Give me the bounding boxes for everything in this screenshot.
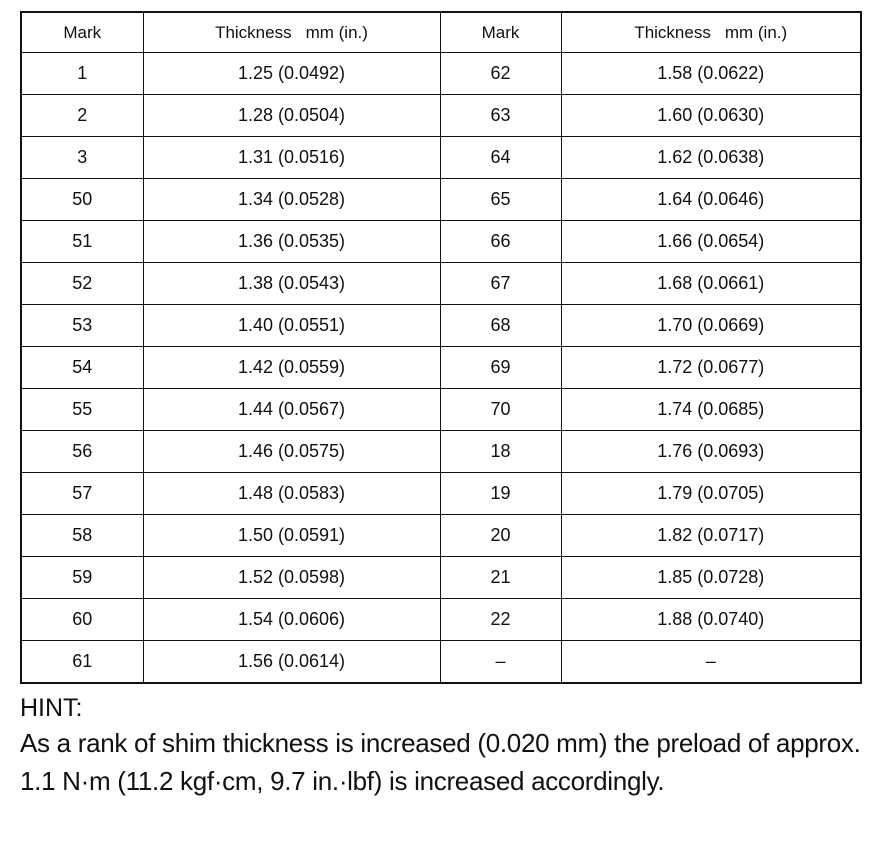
table-row [21, 221, 861, 263]
cell-mark-right: 65 [440, 179, 561, 221]
header-thickness-label: Thickness [215, 22, 292, 42]
header-mark-left: Mark [21, 12, 143, 53]
table-row [21, 641, 861, 684]
table-row [21, 389, 861, 431]
cell-thickness-left: 1.52 (0.0598) [143, 557, 440, 599]
cell-thickness-left: 1.25 (0.0492) [143, 53, 440, 95]
header-thickness-label: Thickness [634, 22, 711, 42]
table-body [21, 53, 861, 684]
header-mark-right: Mark [440, 12, 561, 53]
cell-mark-left: 59 [21, 557, 143, 599]
table-row [21, 515, 861, 557]
cell-mark-right: 22 [440, 599, 561, 641]
cell-thickness-left: 1.40 (0.0551) [143, 305, 440, 347]
cell-mark-right: 19 [440, 473, 561, 515]
cell-mark-right: 62 [440, 53, 561, 95]
cell-thickness-left: 1.36 (0.0535) [143, 221, 440, 263]
cell-mark-right: – [440, 641, 561, 684]
cell-thickness-left: 1.31 (0.0516) [143, 137, 440, 179]
hint-text: As a rank of shim thickness is increased (0.020 mm) the preload of approx. 1.1 N·m (11.2 kgf·cm, 9.7 in.·lbf) is increased accordingly. [20, 728, 861, 796]
cell-thickness-left: 1.34 (0.0528) [143, 179, 440, 221]
cell-thickness-right: 1.72 (0.0677) [561, 347, 861, 389]
cell-thickness-right: 1.82 (0.0717) [561, 515, 861, 557]
header-thickness-right [561, 12, 861, 53]
table-row [21, 179, 861, 221]
cell-thickness-right: 1.88 (0.0740) [561, 599, 861, 641]
shim-thickness-table-container [20, 11, 860, 684]
cell-mark-right: 63 [440, 95, 561, 137]
cell-mark-left: 54 [21, 347, 143, 389]
cell-mark-left: 51 [21, 221, 143, 263]
cell-mark-left: 61 [21, 641, 143, 684]
cell-thickness-left: 1.56 (0.0614) [143, 641, 440, 684]
cell-thickness-right: 1.64 (0.0646) [561, 179, 861, 221]
cell-mark-left: 60 [21, 599, 143, 641]
cell-thickness-right: 1.62 (0.0638) [561, 137, 861, 179]
table-row [21, 599, 861, 641]
cell-mark-left: 2 [21, 95, 143, 137]
table-row [21, 137, 861, 179]
header-thickness-unit: mm (in.) [724, 22, 788, 42]
cell-thickness-left: 1.44 (0.0567) [143, 389, 440, 431]
table-row [21, 53, 861, 95]
cell-mark-right: 21 [440, 557, 561, 599]
cell-thickness-right: 1.66 (0.0654) [561, 221, 861, 263]
cell-thickness-right: 1.79 (0.0705) [561, 473, 861, 515]
cell-thickness-left: 1.42 (0.0559) [143, 347, 440, 389]
cell-mark-right: 69 [440, 347, 561, 389]
cell-mark-right: 67 [440, 263, 561, 305]
cell-mark-right: 64 [440, 137, 561, 179]
cell-thickness-left: 1.50 (0.0591) [143, 515, 440, 557]
cell-mark-left: 3 [21, 137, 143, 179]
cell-mark-left: 57 [21, 473, 143, 515]
cell-mark-right: 70 [440, 389, 561, 431]
table-header-row [21, 12, 861, 53]
cell-mark-right: 66 [440, 221, 561, 263]
cell-mark-right: 18 [440, 431, 561, 473]
cell-mark-right: 20 [440, 515, 561, 557]
table-row [21, 431, 861, 473]
table-row [21, 305, 861, 347]
header-thickness-left [143, 12, 440, 53]
hint-block [20, 692, 880, 800]
cell-thickness-left: 1.28 (0.0504) [143, 95, 440, 137]
table-row [21, 557, 861, 599]
table-row [21, 473, 861, 515]
shim-thickness-table [20, 11, 862, 684]
cell-mark-left: 56 [21, 431, 143, 473]
cell-mark-left: 53 [21, 305, 143, 347]
cell-mark-right: 68 [440, 305, 561, 347]
cell-thickness-right: – [561, 641, 861, 684]
cell-thickness-left: 1.48 (0.0583) [143, 473, 440, 515]
table-row [21, 95, 861, 137]
cell-mark-left: 52 [21, 263, 143, 305]
cell-mark-left: 55 [21, 389, 143, 431]
cell-thickness-right: 1.58 (0.0622) [561, 53, 861, 95]
table-row [21, 263, 861, 305]
cell-thickness-right: 1.76 (0.0693) [561, 431, 861, 473]
cell-thickness-right: 1.85 (0.0728) [561, 557, 861, 599]
cell-thickness-left: 1.46 (0.0575) [143, 431, 440, 473]
cell-mark-left: 1 [21, 53, 143, 95]
cell-thickness-right: 1.60 (0.0630) [561, 95, 861, 137]
cell-thickness-left: 1.54 (0.0606) [143, 599, 440, 641]
cell-mark-left: 50 [21, 179, 143, 221]
cell-mark-left: 58 [21, 515, 143, 557]
hint-label: HINT: [20, 694, 83, 722]
table-row [21, 347, 861, 389]
header-thickness-unit: mm (in.) [305, 22, 368, 42]
cell-thickness-right: 1.68 (0.0661) [561, 263, 861, 305]
cell-thickness-left: 1.38 (0.0543) [143, 263, 440, 305]
cell-thickness-right: 1.70 (0.0669) [561, 305, 861, 347]
cell-thickness-right: 1.74 (0.0685) [561, 389, 861, 431]
